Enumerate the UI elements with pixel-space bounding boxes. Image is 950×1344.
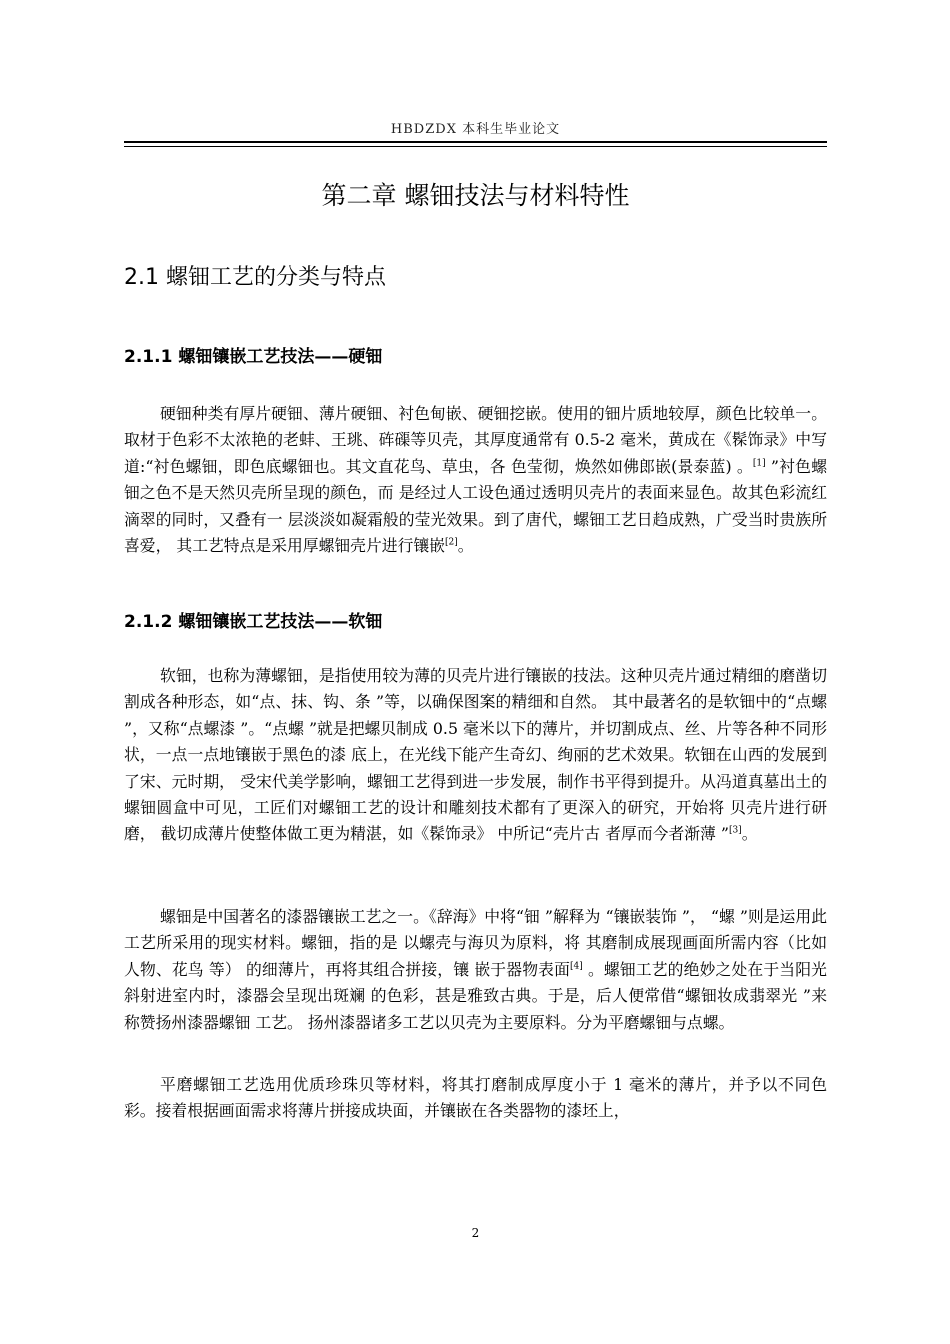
chapter-title: 第二章 螺钿技法与材料特性	[321, 181, 630, 210]
paragraph-text: ”衬色螺钿之色不是天然贝壳所呈现的颜色，而 是经过人工设色通过透明贝壳片的表面来显色。故其色彩流红滴翠的同时，又叠有一 层淡淡如凝霜般的莹光效果。到了唐代，螺钿工艺日趋成熟，广受当时贵族所喜爱， 其工艺特点是采用厚螺钿壳片进行镶嵌	[124, 456, 827, 556]
subsection-title-soft-inlay: 2.1.2 螺钿镶嵌工艺技法——软钿	[124, 612, 383, 632]
paragraph-text: 螺钿是中国著名的漆器镶嵌工艺之一。《辞海》中将“钿 ”解释为 “镶嵌装饰 ”， “螺 ”则是运用此工艺所采用的现实材料。螺钿，指的是 以螺壳与海贝为原料，将 其磨制成展现画面所需内容（比如人物、花鸟 等） 的细薄片，再将其组合拼接，镶 嵌于器物表面	[124, 907, 827, 979]
paragraph-text: 。	[741, 824, 758, 844]
paragraph-text: 。螺钿工艺的绝妙之处在于当阳光斜射进室内时，漆器会呈现出斑斓 的色彩，甚是雅致古典。于是，后人便常借“螺钿妆成翡翠光 ”来称赞扬州漆器螺钿 工艺。 扬州漆器诸多工艺以贝壳为主要原料。分为平磨螺钿与点螺。	[124, 959, 827, 1032]
page-number: 2	[471, 1226, 480, 1240]
header-rule-thin	[124, 146, 827, 147]
citation-ref: [4]	[570, 961, 583, 972]
citation-ref: [3]	[728, 826, 742, 837]
paragraph-luodian-definition	[124, 904, 827, 1036]
section-title: 2.1 螺钿工艺的分类与特点	[124, 265, 386, 290]
paragraph-flat-polish	[124, 1072, 827, 1125]
paragraph-text: 。	[457, 536, 474, 556]
running-header: HBDZDX 本科生毕业论文	[390, 122, 561, 137]
subsection-title-hard-inlay: 2.1.1 螺钿镶嵌工艺技法——硬钿	[124, 347, 383, 367]
header-rule-thick	[124, 141, 827, 143]
paragraph-text: 硬钿种类有厚片硬钿、薄片硬钿、衬色甸嵌、硬钿挖嵌。使用的钿片质地较厚，颜色比较单一。取材于色彩不太浓艳的老蚌、王珧、砗磲等贝壳，其厚度通常有 0.5-2 毫米，黄成在《髹饰录》中写道:“衬色螺钿，即色底螺钿也。其文直花鸟、草虫，各 色莹彻，焕然如佛郎嵌(景泰蓝) 。	[124, 404, 827, 476]
citation-ref: [1]	[752, 458, 766, 469]
paragraph-soft-inlay	[124, 663, 827, 848]
paragraph-text: 平磨螺钿工艺选用优质珍珠贝等材料，将其打磨制成厚度小于 1 毫米的薄片，并予以不同色彩。接着根据画面需求将薄片拼接成块面，并镶嵌在各类器物的漆坯上，	[124, 1075, 827, 1121]
paragraph-text: 软钿，也称为薄螺钿，是指使用较为薄的贝壳片进行镶嵌的技法。这种贝壳片通过精细的磨凿切割成各种形态，如“点、抹、钩、条 ”等，以确保图案的精细和自然。 其中最著名的是软钿中的“点螺 ”，又称“点螺漆 ”。“点螺 ”就是把螺贝制成 0.5 毫米以下的薄片，并切割成点、丝、片等各种不同形状，一点一点地镶嵌于黑色的漆 底上，在光线下能产生奇幻、绚丽的艺术效果。软钿在山西的发展到了宋、元时期， 受宋代美学影响，螺钿工艺得到进一步发展，制作书平得到提升。从冯道真墓出土的 螺钿圆盒中可见，工匠们对螺钿工艺的设计和雕刻技术都有了更深入的研究，开始将 贝壳片进行研磨， 截切成薄片使整体做工更为精湛，如《髹饰录》 中所记“壳片古 者厚而今者渐薄 ”	[124, 666, 827, 844]
citation-ref: [2]	[444, 537, 458, 548]
paragraph-hard-inlay	[124, 401, 827, 559]
